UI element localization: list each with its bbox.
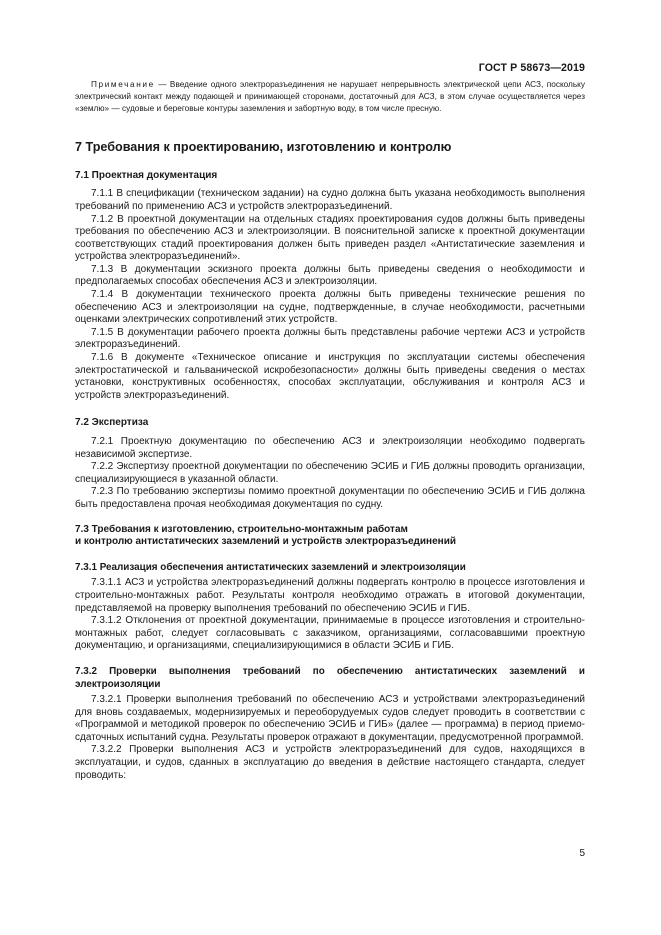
paragraph-7-1-4: 7.1.4 В документации технического проекта должны быть приведены технические решения по обеспечению АСЗ и электроизоляции на судне, подтвержденные, в случае необходимости, расчетными оценками электрических сопротивлений этих устройств.: [75, 289, 585, 326]
note-label: Примечание: [91, 80, 155, 89]
paragraph-7-3-1-1: 7.3.1.1 АСЗ и устройства электроразъединений должны подвергать контролю в процессе изготовления и строительно-монтажных работ. Результаты контроля необходимо отражать в итоговой документации, представляемой на проверку выполнения требований по обеспечению ЭСИБ и ГИБ.: [75, 577, 585, 614]
section-7-3-title-line2: и контролю антистатических заземлений и устройств электроразъединений: [75, 536, 456, 548]
section-7-2-title: 7.2 Экспертиза: [75, 417, 149, 429]
paragraph-7-2-2: 7.2.2 Экспертизу проектной документации по обеспечению ЭСИБ и ГИБ должны проводить организации, специализирующиеся в указанной области.: [75, 461, 585, 485]
paragraph-7-3-2-2: 7.3.2.2 Проверки выполнения АСЗ и устройств электроразъединений для судов, находящихся в эксплуатации, и судов, сданных в эксплуатацию до введения в действие настоящего стандарта, следует проводить:: [75, 744, 585, 781]
note-paragraph: [75, 79, 585, 115]
paragraph-7-1-3: 7.1.3 В документации эскизного проекта должны быть приведены сведения о необходимости и предполагаемых способах обеспечения АСЗ и электроизоляции.: [75, 263, 585, 288]
page-number: 5: [579, 848, 585, 859]
section-7-3-1-title: 7.3.1 Реализация обеспечения антистатических заземлений и электроизоляции: [75, 561, 466, 573]
paragraph-7-1-6: 7.1.6 В документе «Техническое описание и инструкция по эксплуатации системы обеспечения электростатической и гальванической искробезопасности» должны быть приведены сведения о местах установки, конструктивных особенностях, способах эксплуатации, обслуживания и контроля АСЗ и устройств электроразъединений.: [75, 352, 585, 401]
section-7-3-title: [75, 524, 585, 549]
section-7-3-2-title: 7.3.2 Проверки выполнения требований по обеспечению антистатических заземлений и электроизоляции: [75, 665, 585, 690]
section-7-3-title-line1: 7.3 Требования к изготовлению, строительно-монтажным работам: [75, 523, 408, 535]
section-7-title: 7 Требования к проектированию, изготовлению и контролю: [75, 139, 452, 154]
paragraph-7-3-1-2: 7.3.1.2 Отклонения от проектной документации, принимаемые в процессе изготовления и строительно-монтажных работ, следует согласовывать с заказчиком, организациями, согласовавшими проектную документацию, и организациями, специализирующимися в области ЭСИБ и ГИБ.: [75, 615, 585, 652]
paragraph-7-1-5: 7.1.5 В документации рабочего проекта должны быть представлены рабочие чертежи АСЗ и устройств электроразъединений.: [75, 326, 585, 351]
paragraph-7-1-2: 7.1.2 В проектной документации на отдельных стадиях проектирования судов должны быть приведены требования по обеспечению АСЗ и электроизоляции. В пояснительной записке к проектной документации соответствующих стадий проектирования должен быть приведен раздел «Антистатические заземления и устройства электроразъединений».: [75, 213, 585, 263]
page-content: [75, 79, 585, 782]
paragraph-7-2-3: 7.2.3 По требованию экспертизы помимо проектной документации по обеспечению ЭСИБ и ГИБ должна быть предоставлена прочая необходимая документация по судну.: [75, 486, 585, 510]
standard-header: ГОСТ Р 58673—2019: [478, 62, 585, 74]
paragraph-7-3-2-1: 7.3.2.1 Проверки выполнения требований по обеспечению АСЗ и устройствами электроразъединений для вновь создаваемых, модернизируемых и переоборудуемых судов следует проводить в соответствии с «Программой и методикой проверок по обеспечению ЭСИБ и ГИБ» (далее — программа) в период приемо-сдаточных испытаний судна. Результаты проверок отражают в документации, предусмотренной программой.: [75, 694, 585, 743]
note-text: — Введение одного электроразъединения не нарушает непрерывность электрической цепи АСЗ, поскольку электрический контакт между подающей и принимающей сторонами, достаточный для АСЗ, в этом случае осуществляется через «землю» — судовые и береговые контуры заземления и забортную воду, в том числе пресную.: [75, 80, 585, 113]
paragraph-7-1-1: 7.1.1 В спецификации (техническом задании) на судно должна быть указана необходимость выполнения требований по применению АСЗ и устройств электроразъединений.: [75, 188, 585, 212]
paragraph-7-2-1: 7.2.1 Проектную документацию по обеспечению АСЗ и электроизоляции необходимо подвергать независимой экспертизе.: [75, 436, 585, 460]
section-7-1-title: 7.1 Проектная документация: [75, 169, 218, 181]
